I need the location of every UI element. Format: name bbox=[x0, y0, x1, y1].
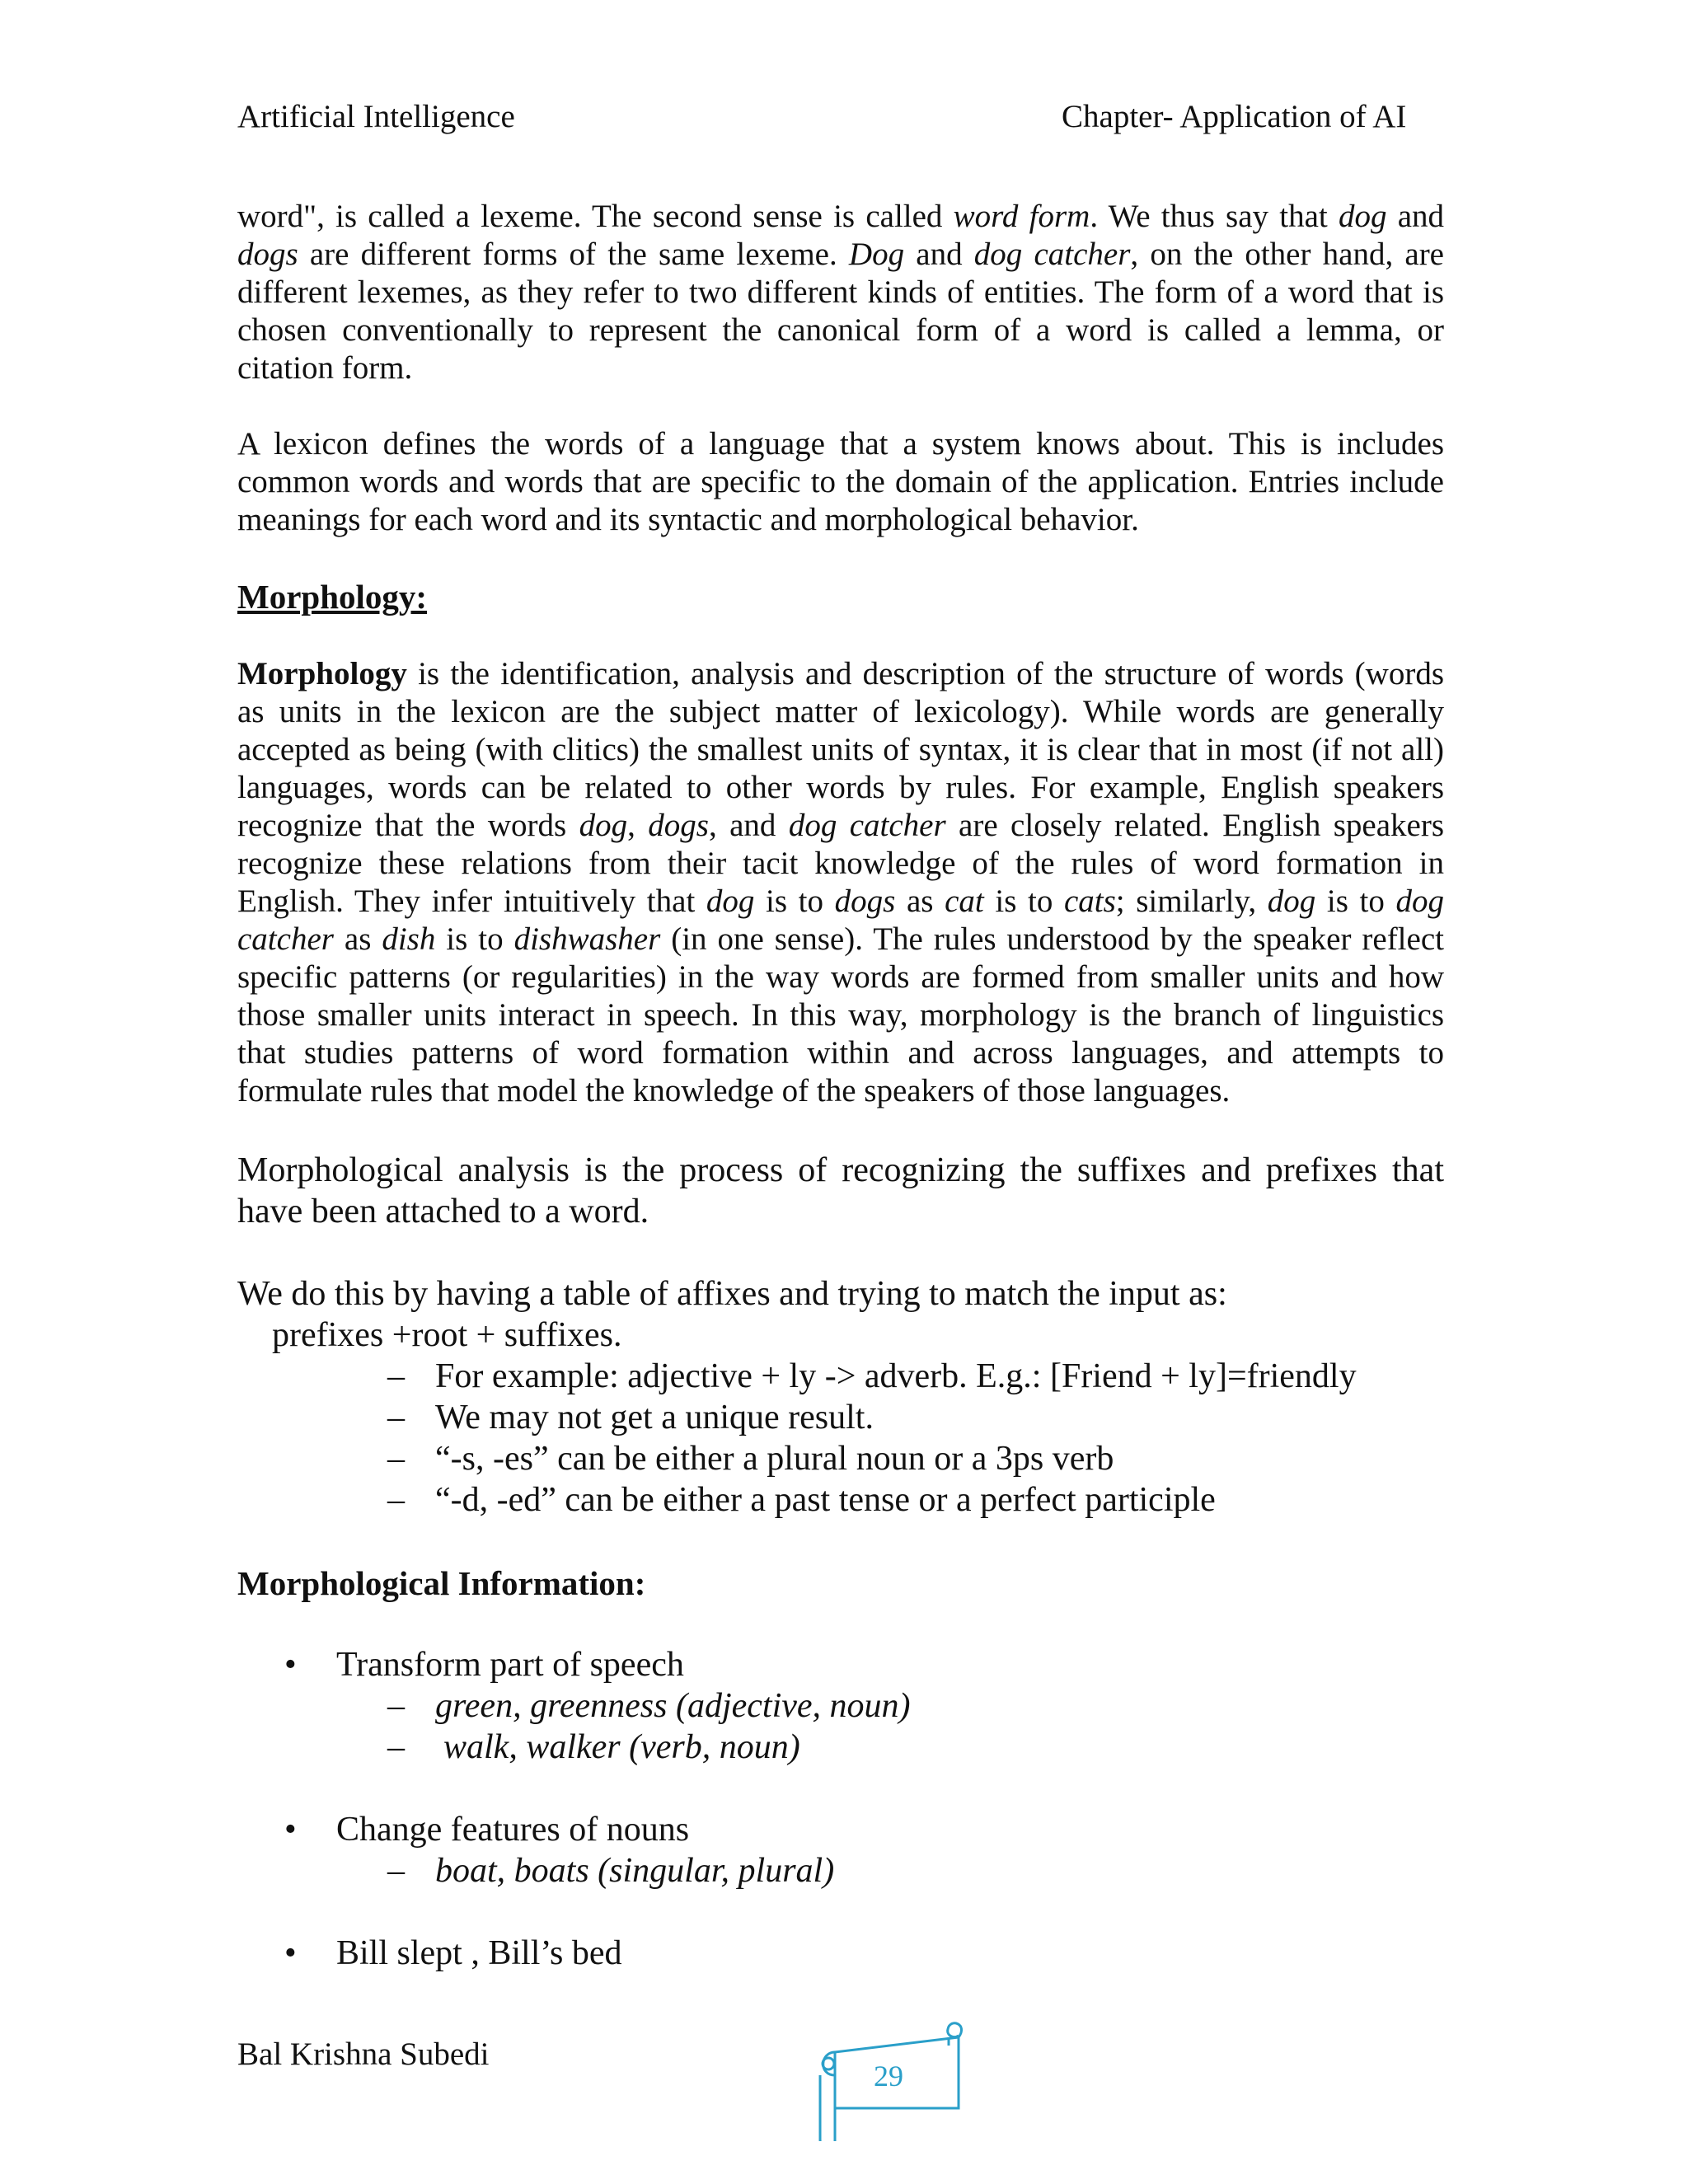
footer-author: Bal Krishna Subedi bbox=[237, 2036, 490, 2072]
dash-marker: – bbox=[387, 1687, 405, 1725]
sub-item: walk, walker (verb, noun) bbox=[443, 1728, 800, 1766]
list-item: Bill slept , Bill’s bed bbox=[336, 1934, 622, 1972]
affix-item: “-d, -ed” can be either a past tense or a perfect participle bbox=[435, 1481, 1216, 1519]
affix-intro: We do this by having a table of affixes and trying to match the input as: bbox=[237, 1275, 1227, 1313]
header-chapter-title: Chapter- Application of AI bbox=[1062, 99, 1407, 134]
dash-marker: – bbox=[387, 1852, 405, 1890]
dash-marker: – bbox=[387, 1399, 405, 1436]
dash-marker: – bbox=[387, 1481, 405, 1519]
bullet-marker: • bbox=[284, 1934, 297, 1972]
bullet-marker: • bbox=[284, 1646, 297, 1684]
affix-item: “-s, -es” can be either a plural noun or a 3ps verb bbox=[435, 1440, 1114, 1478]
list-item: Transform part of speech bbox=[336, 1646, 684, 1684]
bullet-marker: • bbox=[284, 1811, 297, 1849]
page-number-scroll bbox=[812, 2018, 977, 2141]
dash-marker: – bbox=[387, 1357, 405, 1395]
page-number: 29 bbox=[874, 2060, 903, 2093]
affix-pattern: prefixes +root + suffixes. bbox=[272, 1316, 622, 1354]
sub-item: green, greenness (adjective, noun) bbox=[435, 1687, 911, 1725]
dash-marker: – bbox=[387, 1728, 405, 1766]
paragraph-lexeme: word", is called a lexeme. The second sense is called word form. We thus say that dog and dogs are different forms of the same lexeme. Dog and dog catcher, on the other hand, are different lexemes, as they refer to two different kinds of entities. The form of a word that is chosen conventionally to represent the canonical form of a word is called a lemma, or citation form. bbox=[237, 199, 1445, 386]
paragraph-morph-analysis: Morphological analysis is the process of recognizing the suffixes and prefixes that have been attached to a word. bbox=[237, 1151, 1444, 1230]
list-item: Change features of nouns bbox=[336, 1811, 690, 1849]
affix-item: For example: adjective + ly -> adverb. E.g.: [Friend + ly]=friendly bbox=[435, 1357, 1357, 1395]
paragraph-morphology: Morphology is the identification, analysis and description of the structure of words (words as units in the lexicon are the subject matter of lexicology). While words are generally accepted as being (with clitics) the smallest units of syntax, it is clear that in most (if not all) languages, words can be related to other words by rules. For example, English speakers recognize that the words dog, dogs, and dog catcher are closely related. English speakers recognize these relations from their tacit knowledge of the rules of word formation in English. They infer intuitively that dog is to dogs as cat is to cats; similarly, dog is to dog catcher as dish is to dishwasher (in one sense). The rules understood by the speaker reflect specific patterns (or regularities) in the way words are formed from smaller units and how those smaller units interact in speech. In this way, morphology is the branch of linguistics that studies patterns of word formation within and across languages, and attempts to formulate rules that model the knowledge of the speakers of those languages. bbox=[237, 656, 1444, 1108]
heading-morph-info: Morphological Information: bbox=[237, 1564, 646, 1602]
paragraph-lexicon: A lexicon defines the words of a language that a system knows about. This is includes common words and words that are specific to the domain of the application. Entries include meanings for each word and its syntactic and morphological behavior. bbox=[237, 426, 1444, 537]
header-book-title: Artificial Intelligence bbox=[237, 99, 515, 134]
affix-item: We may not get a unique result. bbox=[435, 1399, 874, 1436]
sub-item: boat, boats (singular, plural) bbox=[435, 1852, 835, 1890]
dash-marker: – bbox=[387, 1440, 405, 1478]
heading-morphology: Morphology: bbox=[237, 578, 428, 616]
